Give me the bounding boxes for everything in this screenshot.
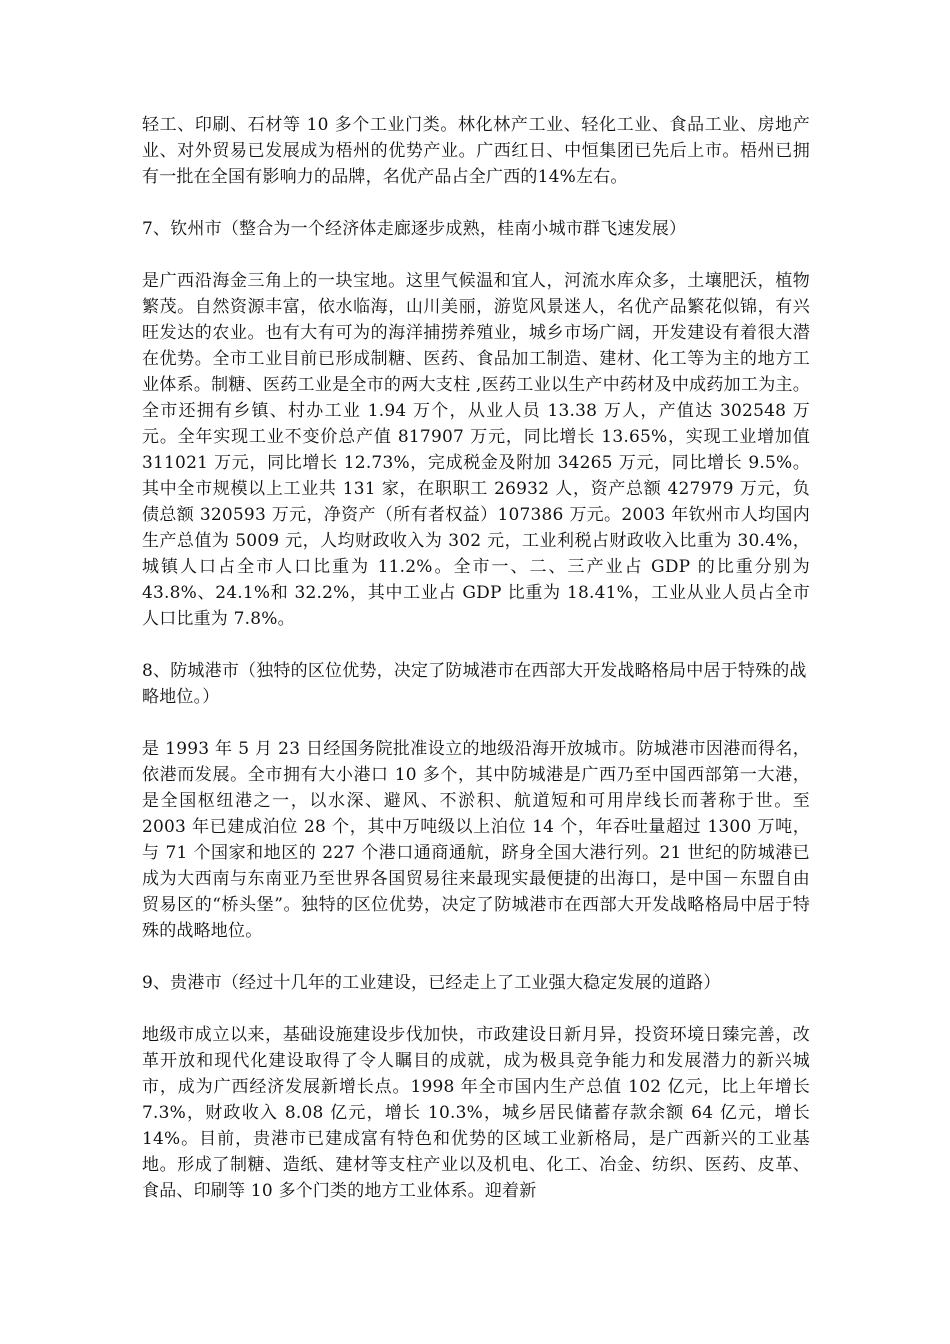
paragraph-gap: [142, 944, 810, 970]
document-page: [142, 112, 810, 1204]
paragraph-gap: [142, 242, 810, 268]
heading-fangchenggang: 8、防城港市（独特的区位优势，决定了防城港市在西部大开发战略格局中居于特殊的战略地位。）: [142, 661, 807, 707]
heading-guigang: 9、贵港市（经过十几年的工业建设，已经走上了工业强大稳定发展的道路）: [142, 973, 721, 993]
paragraph-guigang: 地级市成立以来，基础设施建设步伐加快，市政建设日新月异，投资环境日臻完善，改革开放和现代化建设取得了令人瞩目的成就，成为极具竞争能力和发展潜力的新兴城市，成为广西经济发展新增长点。1998 年全市国内生产总值 102 亿元，比上年增长 7.3%，财政收入 8.08 亿元，增长 10.3%，城乡居民储蓄存款余额 64 亿元，增长 14%。目前，贵港市已建成富有特色和优势的区域工业新格局，是广西新兴的工业基地。形成了制糖、造纸、建材等支柱产业以及机电、化工、冶金、纺织、医药、皮革、食品、印刷等 10 多个门类的地方工业体系。迎着新: [142, 1025, 810, 1201]
paragraph-wuzhou-industry: 轻工、印刷、石材等 10 多个工业门类。林化林产工业、轻化工业、食品工业、房地产业、对外贸易已发展成为梧州的优势产业。广西红日、中恒集团已先后上市。梧州已拥有一批在全国有影响力的品牌，名优产品占全广西的14%左右。: [142, 115, 810, 187]
paragraph-fangchenggang: 是 1993 年 5 月 23 日经国务院批准设立的地级沿海开放城市。防城港市因港而得名，依港而发展。全市拥有大小港口 10 多个，其中防城港是广西乃至中国西部第一大港，是全国枢纽港之一，以水深、避风、不淤积、航道短和可用岸线长而著称于世。至 2003 年已建成泊位 28 个，其中万吨级以上泊位 14 个，年吞吐量超过 1300 万吨，与 71 个国家和地区的 227 个港口通商通航，跻身全国大港行列。21 世纪的防城港已成为大西南与东南亚乃至世界各国贸易往来最现实最便捷的出海口，是中国－东盟自由贸易区的“桥头堡”。独特的区位优势，决定了防城港市在西部大开发战略格局中居于特殊的战略地位。: [142, 739, 810, 941]
paragraph-gap: [142, 710, 810, 736]
paragraph-qinzhou: 是广西沿海金三角上的一块宝地。这里气候温和宜人，河流水库众多，土壤肥沃，植物繁茂。自然资源丰富，依水临海，山川美丽，游览风景迷人，名优产品繁花似锦，有兴旺发达的农业。也有大有可为的海洋捕捞养殖业，城乡市场广阔，开发建设有着很大潜在优势。全市工业目前已形成制糖、医药、食品加工制造、建材、化工等为主的地方工业体系。制糖、医药工业是全市的两大支柱 ,医药工业以生产中药材及中成药加工为主。全市还拥有乡镇、村办工业 1.94 万个，从业人员 13.38 万人，产值达 302548 万元。全年实现工业不变价总产值 817907 万元，同比增长 13.65%，实现工业增加值 311021 万元，同比增长 12.73%，完成税金及附加 34265 万元，同比增长 9.5%。其中全市规模以上工业共 131 家，在职职工 26932 人，资产总额 427979 万元，负债总额 320593 万元，净资产（所有者权益）107386 万元。2003 年钦州市人均国内生产总值为 5009 元，人均财政收入为 302 元，工业利税占财政收入比重为 30.4%，城镇人口占全市人口比重为 11.2%。全市一、二、三产业占 GDP 的比重分别为 43.8%、24.1%和 32.2%，其中工业占 GDP 比重为 18.41%，工业从业人员占全市人口比重为 7.8%。: [142, 271, 810, 629]
heading-qinzhou: 7、钦州市（整合为一个经济体走廊逐步成熟，桂南小城市群飞速发展）: [142, 219, 687, 239]
paragraph-gap: [142, 190, 810, 216]
paragraph-gap: [142, 996, 810, 1022]
paragraph-gap: [142, 632, 810, 658]
